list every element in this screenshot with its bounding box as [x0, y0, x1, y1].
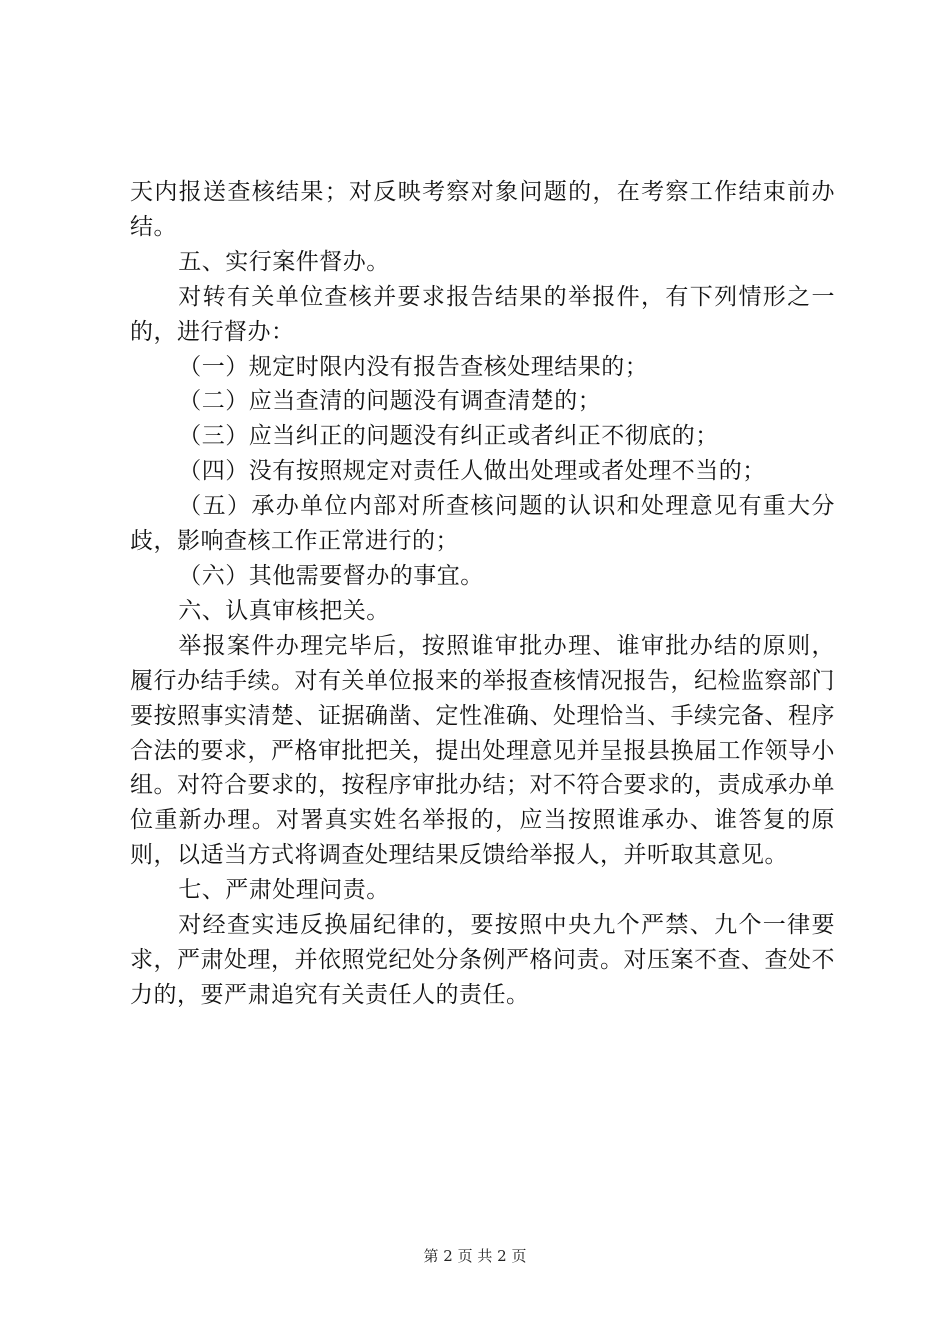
paragraph: 对经查实违反换届纪律的，要按照中央九个严禁、九个一律要求，严肃处理，并依照党纪处分条例严格问责。对压案不查、查处不力的，要严肃追究有关责任人的责任。: [130, 912, 835, 1008]
list-item: （四）没有按照规定对责任人做出处理或者处理不当的；: [178, 458, 766, 485]
list-item: （五）承办单位内部对所查核问题的认识和处理意见有重大分歧，影响查核工作正常进行的；: [130, 493, 835, 555]
paragraph: 举报案件办理完毕后，按照谁审批办理、谁审批办结的原则，履行办结手续。对有关单位报来的举报查核情况报告，纪检监察部门要按照事实清楚、证据确凿、定性准确、处理恰当、手续完备、程序合法的要求，严格审批把关，提出处理意见并呈报县换届工作领导小组。对符合要求的，按程序审批办结；对不符合要求的，责成承办单位重新办理。对署真实姓名举报的，应当按照谁承办、谁答复的原则，以适当方式将调查处理结果反馈给举报人，并听取其意见。: [130, 632, 835, 869]
paragraph-continuation: 天内报送查核结果；对反映考察对象问题的，在考察工作结束前办结。: [130, 179, 835, 240]
list-item: （三）应当纠正的问题没有纠正或者纠正不彻底的；: [178, 423, 719, 450]
section-heading-6: 六、认真审核把关。: [178, 597, 390, 624]
page-number-footer: 第 2 页 共 2 页: [423, 1247, 527, 1265]
list-item: （六）其他需要督办的事宜。: [178, 562, 484, 589]
list-item: （二）应当查清的问题没有调查清楚的；: [178, 388, 602, 415]
section-heading-5: 五、实行案件督办。: [178, 248, 390, 275]
paragraph: 对转有关单位查核并要求报告结果的举报件，有下列情形之一的，进行督办：: [130, 283, 835, 345]
list-item: （一）规定时限内没有报告查核处理结果的；: [178, 353, 649, 380]
section-heading-7: 七、严肃处理问责。: [178, 877, 390, 904]
document-body: [130, 175, 835, 1013]
